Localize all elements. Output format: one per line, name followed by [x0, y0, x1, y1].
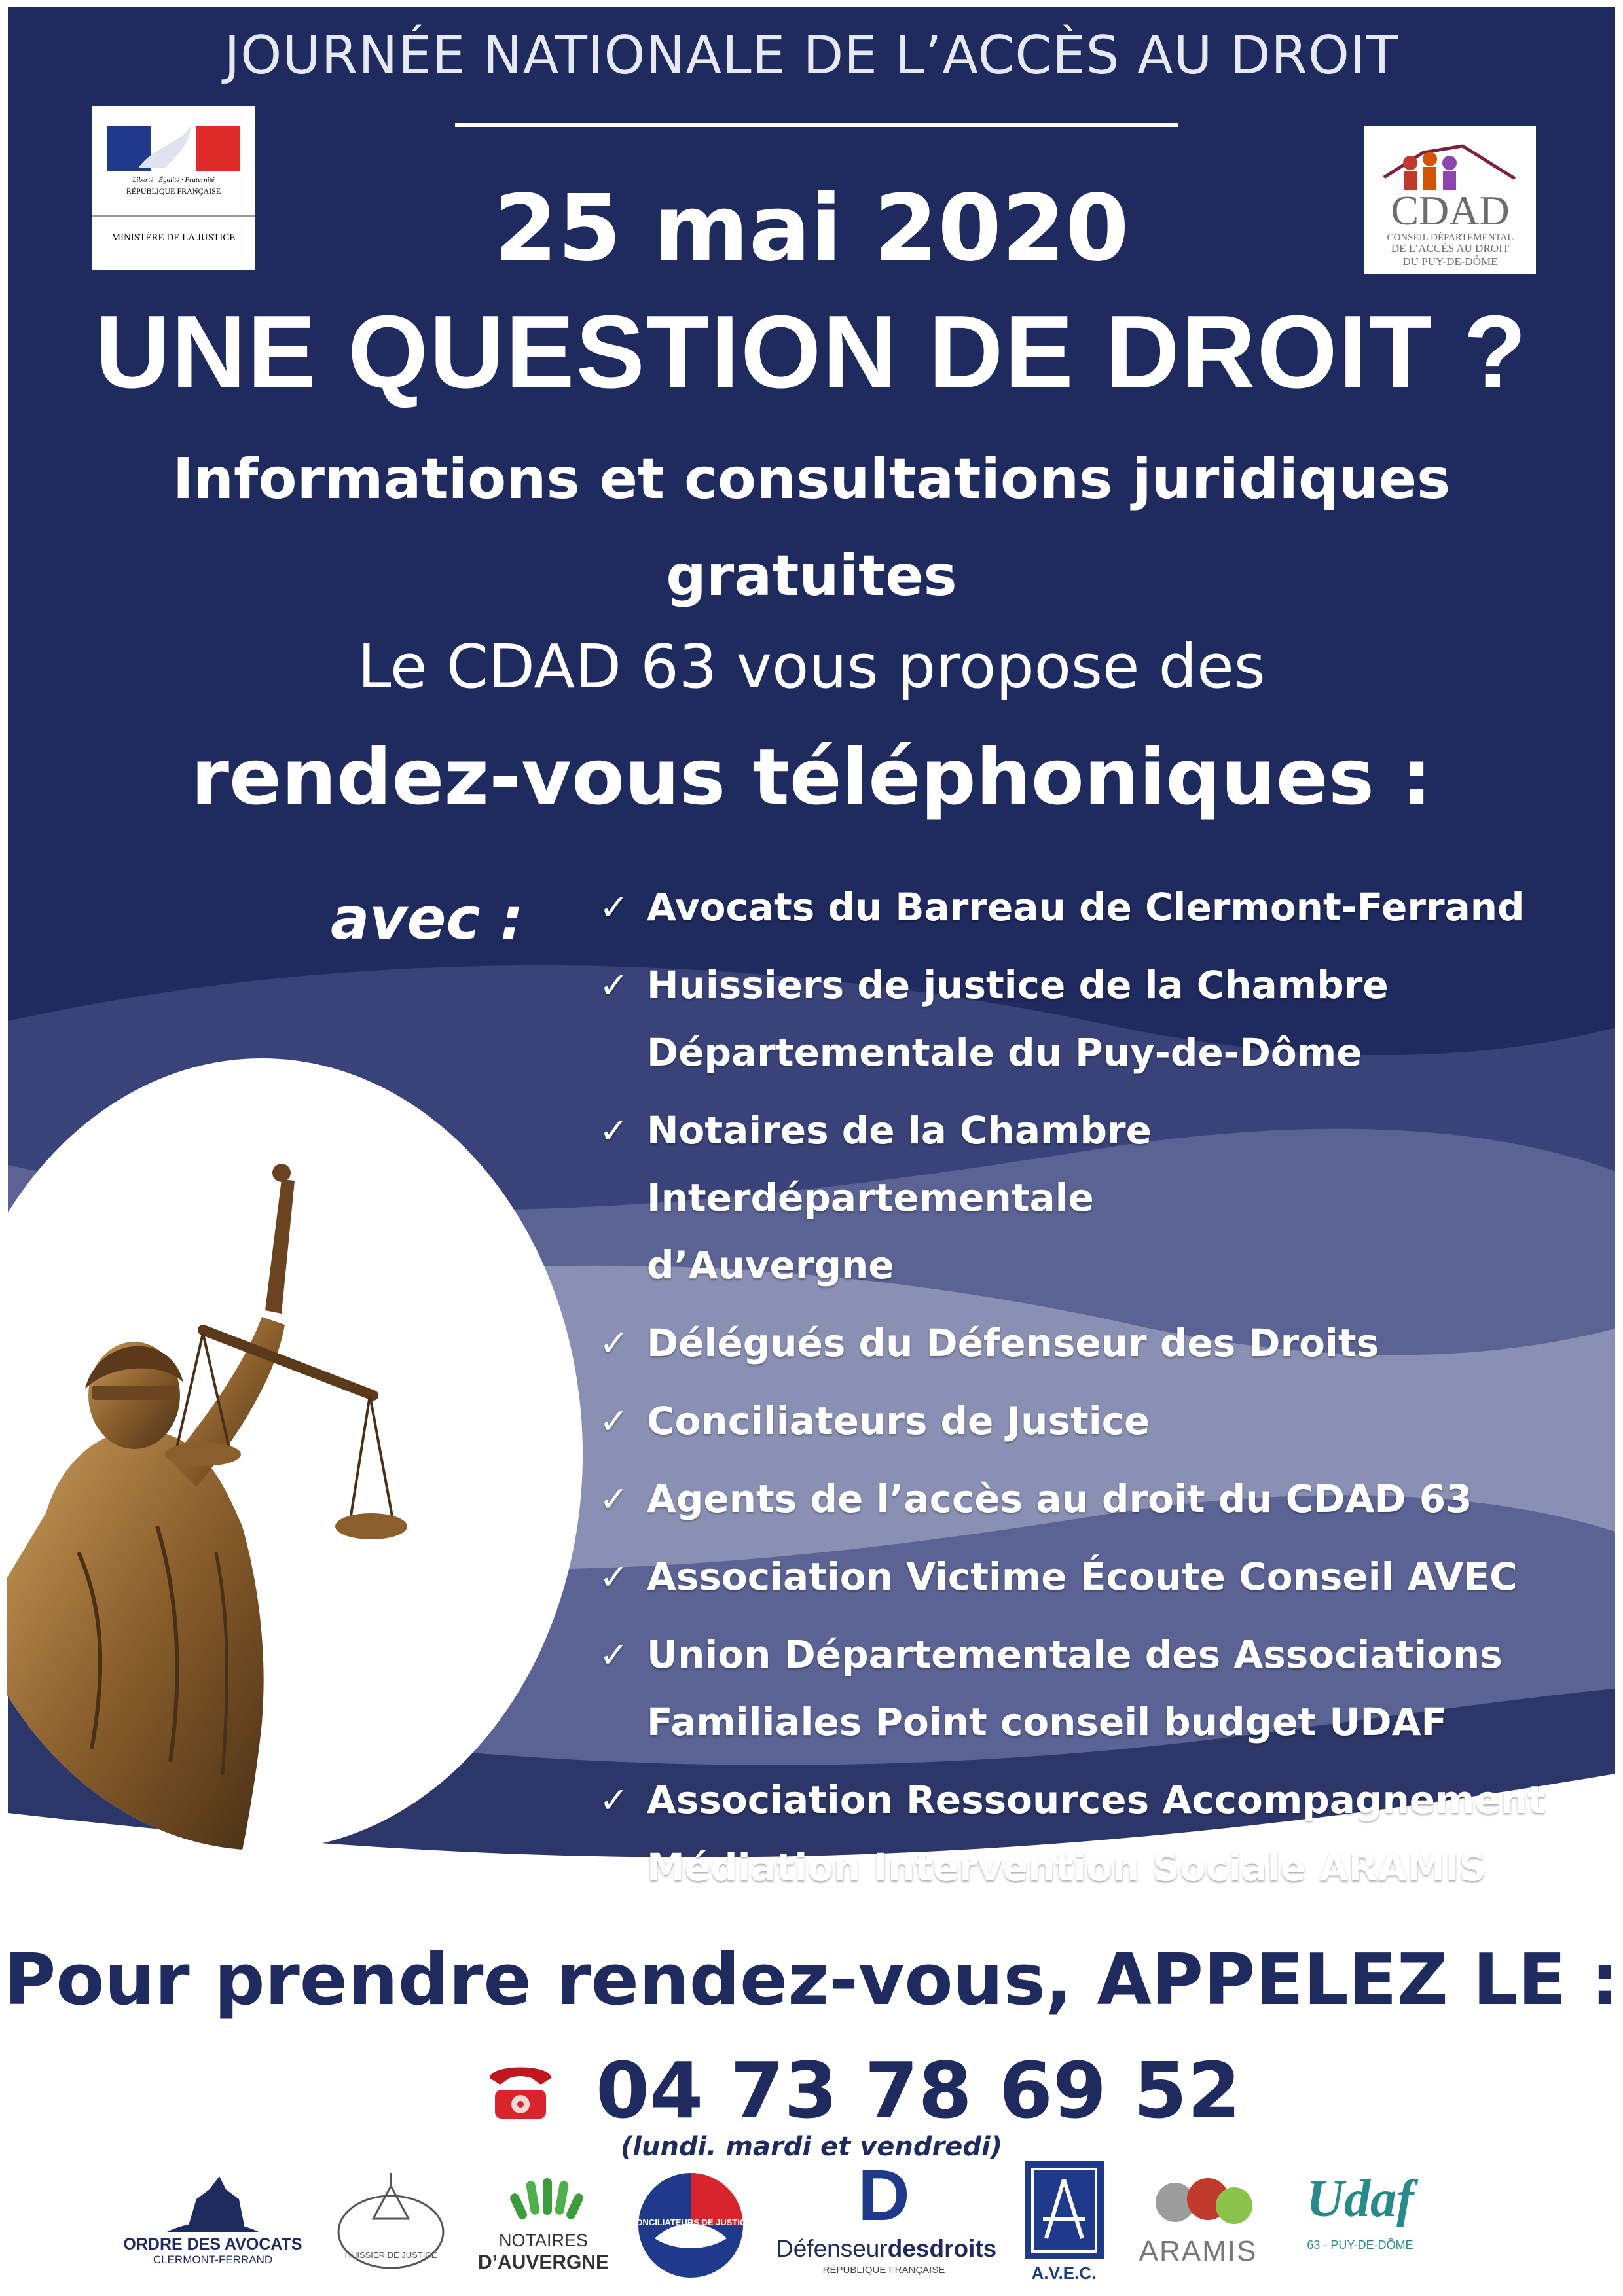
- headline: UNE QUESTION DE DROIT ?: [95, 295, 1528, 410]
- appointments-heading: rendez-vous téléphoniques :: [191, 732, 1432, 822]
- proposal-text: Le CDAD 63 vous propose des: [357, 632, 1266, 702]
- partner-item: ✓ Conciliateurs de Justice: [599, 1388, 1607, 1455]
- check-icon: ✓: [599, 965, 629, 1006]
- info-line-2: gratuites: [666, 543, 957, 609]
- call-to-action: Pour prendre rendez-vous, APPELEZ LE :: [4, 1939, 1619, 2021]
- info-line-1: Informations et consultations juridiques: [172, 446, 1451, 512]
- partner-item: ✓ Notaires de la Chambre Interdépartementale d’Auvergne: [599, 1097, 1607, 1299]
- check-icon: ✓: [599, 1323, 629, 1364]
- aramis-logo: ARAMIS: [1136, 2160, 1260, 2287]
- svg-text:CONCILIATEURS DE JUSTICE: CONCILIATEURS DE JUSTICE: [629, 2217, 752, 2227]
- phone-number[interactable]: 04 73 78 69 52: [596, 2045, 1241, 2136]
- partner-item: ✓ Union Départementale des Associations Familiales Point conseil budget UDAF: [599, 1621, 1607, 1756]
- ordre-des-avocats-logo: ORDRE DES AVOCATS CLERMONT-FERRAND: [115, 2160, 311, 2287]
- telephone-icon: [484, 2058, 556, 2124]
- partner-logos: [0, 2155, 1623, 2291]
- svg-text:MINISTÈRE DE LA JUSTICE: MINISTÈRE DE LA JUSTICE: [111, 232, 236, 243]
- partner-item: ✓ Association Victime Écoute Conseil AVEC: [599, 1543, 1607, 1611]
- huissier-de-justice-logo: [334, 2160, 448, 2287]
- check-icon: ✓: [599, 1401, 629, 1442]
- partner-item: ✓ Huissiers de justice de la Chambre Départementale du Puy-de-Dôme: [599, 952, 1607, 1086]
- partners-intro: avec :: [331, 885, 524, 952]
- svg-text:Liberté · Égalité · Fraternité: Liberté · Égalité · Fraternité: [132, 176, 215, 184]
- svg-text:A.V.E.C.: A.V.E.C.: [1031, 2263, 1097, 2283]
- partner-item: ✓ Délégués du Défenseur des Droits: [599, 1310, 1607, 1377]
- svg-text:DU PUY-DE-DÔME: DU PUY-DE-DÔME: [1402, 255, 1498, 268]
- svg-text:DE L’ACCÈS AU DROIT: DE L’ACCÈS AU DROIT: [1391, 242, 1510, 255]
- partner-item: ✓ Agents de l’accès au droit du CDAD 63: [599, 1465, 1607, 1533]
- lady-justice-illustration: [7, 1055, 583, 1850]
- check-icon: ✓: [599, 1110, 629, 1151]
- avec-logo: [1023, 2160, 1105, 2287]
- check-icon: ✓: [599, 887, 629, 928]
- partner-list: [599, 874, 1607, 1912]
- svg-text:RÉPUBLIQUE FRANÇAISE: RÉPUBLIQUE FRANÇAISE: [126, 187, 221, 196]
- notaires-auvergne-logo: NOTAIRES D’AUVERGNE: [468, 2160, 619, 2287]
- defenseur-des-droits-logo: D Défenseurdesdroits RÉPUBLIQUE FRANÇAISE: [776, 2155, 997, 2276]
- conciliateurs-de-justice-logo: [629, 2160, 753, 2287]
- check-icon: ✓: [599, 1634, 629, 1676]
- check-icon: ✓: [599, 1780, 629, 1821]
- svg-text:CONSEIL DÉPARTEMENTAL: CONSEIL DÉPARTEMENTAL: [1387, 232, 1514, 243]
- partner-item: ✓ Association Ressources Accompagnement Médiation Intervention Sociale ARAMIS: [599, 1767, 1607, 1901]
- svg-text:CDAD: CDAD: [1391, 187, 1510, 234]
- event-date: 25 mai 2020: [494, 175, 1129, 282]
- udaf-logo: Udaf 63 - PUY-DE-DÔME: [1306, 2170, 1414, 2251]
- check-icon: ✓: [599, 1556, 629, 1598]
- check-icon: ✓: [599, 1479, 629, 1520]
- opening-days: (lundi. mardi et vendredi): [620, 2132, 1003, 2162]
- title-divider: [455, 123, 1178, 127]
- partner-item: ✓ Avocats du Barreau de Clermont-Ferrand: [599, 874, 1607, 941]
- page-title: JOURNÉE NATIONALE DE L’ACCÈS AU DROIT: [224, 25, 1399, 86]
- svg-text:HUISSIER DE JUSTICE: HUISSIER DE JUSTICE: [344, 2250, 437, 2260]
